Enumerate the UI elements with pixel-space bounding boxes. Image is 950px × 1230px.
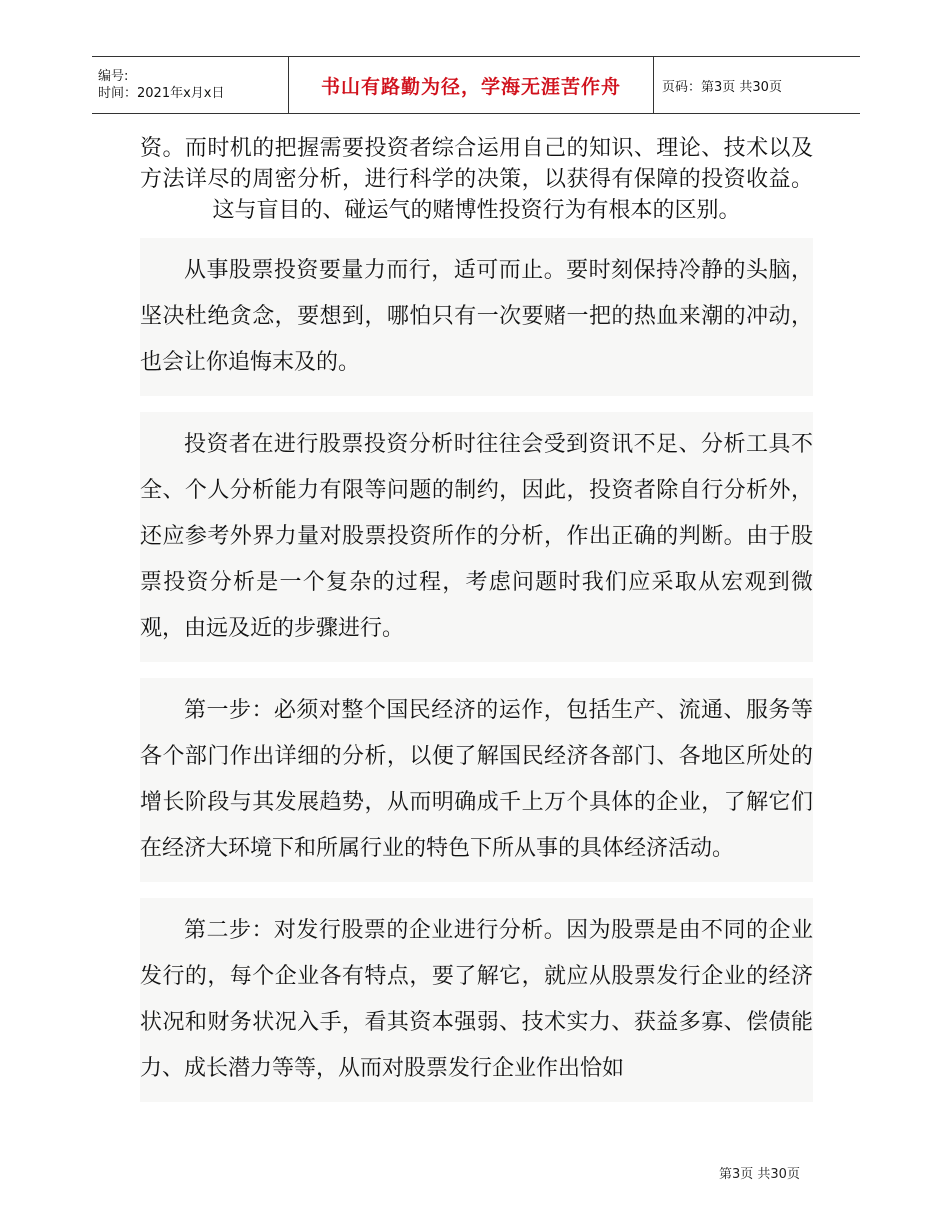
body-paragraph: 第二步：对发行股票的企业进行分析。因为股票是由不同的企业发行的，每个企业各有特点，要了解它，就应从股票发行企业的经济状况和财务状况入手，看其资本强弱、技术实力、获益多寡、偿债能力、成长潜力等等，从而对股票发行企业作出恰如 <box>140 898 813 1102</box>
header-page-info: 页码：第3页 共30页 <box>662 79 782 95</box>
header-motto: 书山有路勤为径，学海无涯苦作舟 <box>320 75 621 98</box>
header-meta <box>92 57 288 113</box>
body-paragraph: 投资者在进行股票投资分析时往往会受到资讯不足、分析工具不全、个人分析能力有限等问题的制约，因此，投资者除自行分析外，还应参考外界力量对股票投资所作的分析，作出正确的判断。由于股票投资分析是一个复杂的过程，考虑问题时我们应采取从宏观到微观，由远及近的步骤进行。 <box>140 412 813 662</box>
page-header <box>92 56 860 114</box>
body-paragraph: 第一步：必须对整个国民经济的运作，包括生产、流通、服务等各个部门作出详细的分析，以便了解国民经济各部门、各地区所处的增长阶段与其发展趋势，从而明确成千上万个具体的企业，了解它们在经济大环境下和所属行业的特色下所从事的具体经济活动。 <box>140 678 813 882</box>
body-paragraph: 从事股票投资要量力而行，适可而止。要时刻保持冷静的头脑，坚决杜绝贪念，要想到，哪怕只有一次要赌一把的热血来潮的冲动，也会让你追悔末及的。 <box>140 238 813 396</box>
header-motto-cell <box>288 57 654 113</box>
serial-number-label: 编号: <box>98 69 129 84</box>
document-body <box>140 133 813 1118</box>
page-footer: 第3页 共30页 <box>719 1167 800 1182</box>
date-label: 时间：2021年x月x日 <box>98 86 225 101</box>
lead-paragraph: 资。而时机的把握需要投资者综合运用自己的知识、理论、技术以及方法详尽的周密分析，进行科学的决策，以获得有保障的投资收益。这与盲目的、碰运气的赌博性投资行为有根本的区别。 <box>140 136 813 223</box>
